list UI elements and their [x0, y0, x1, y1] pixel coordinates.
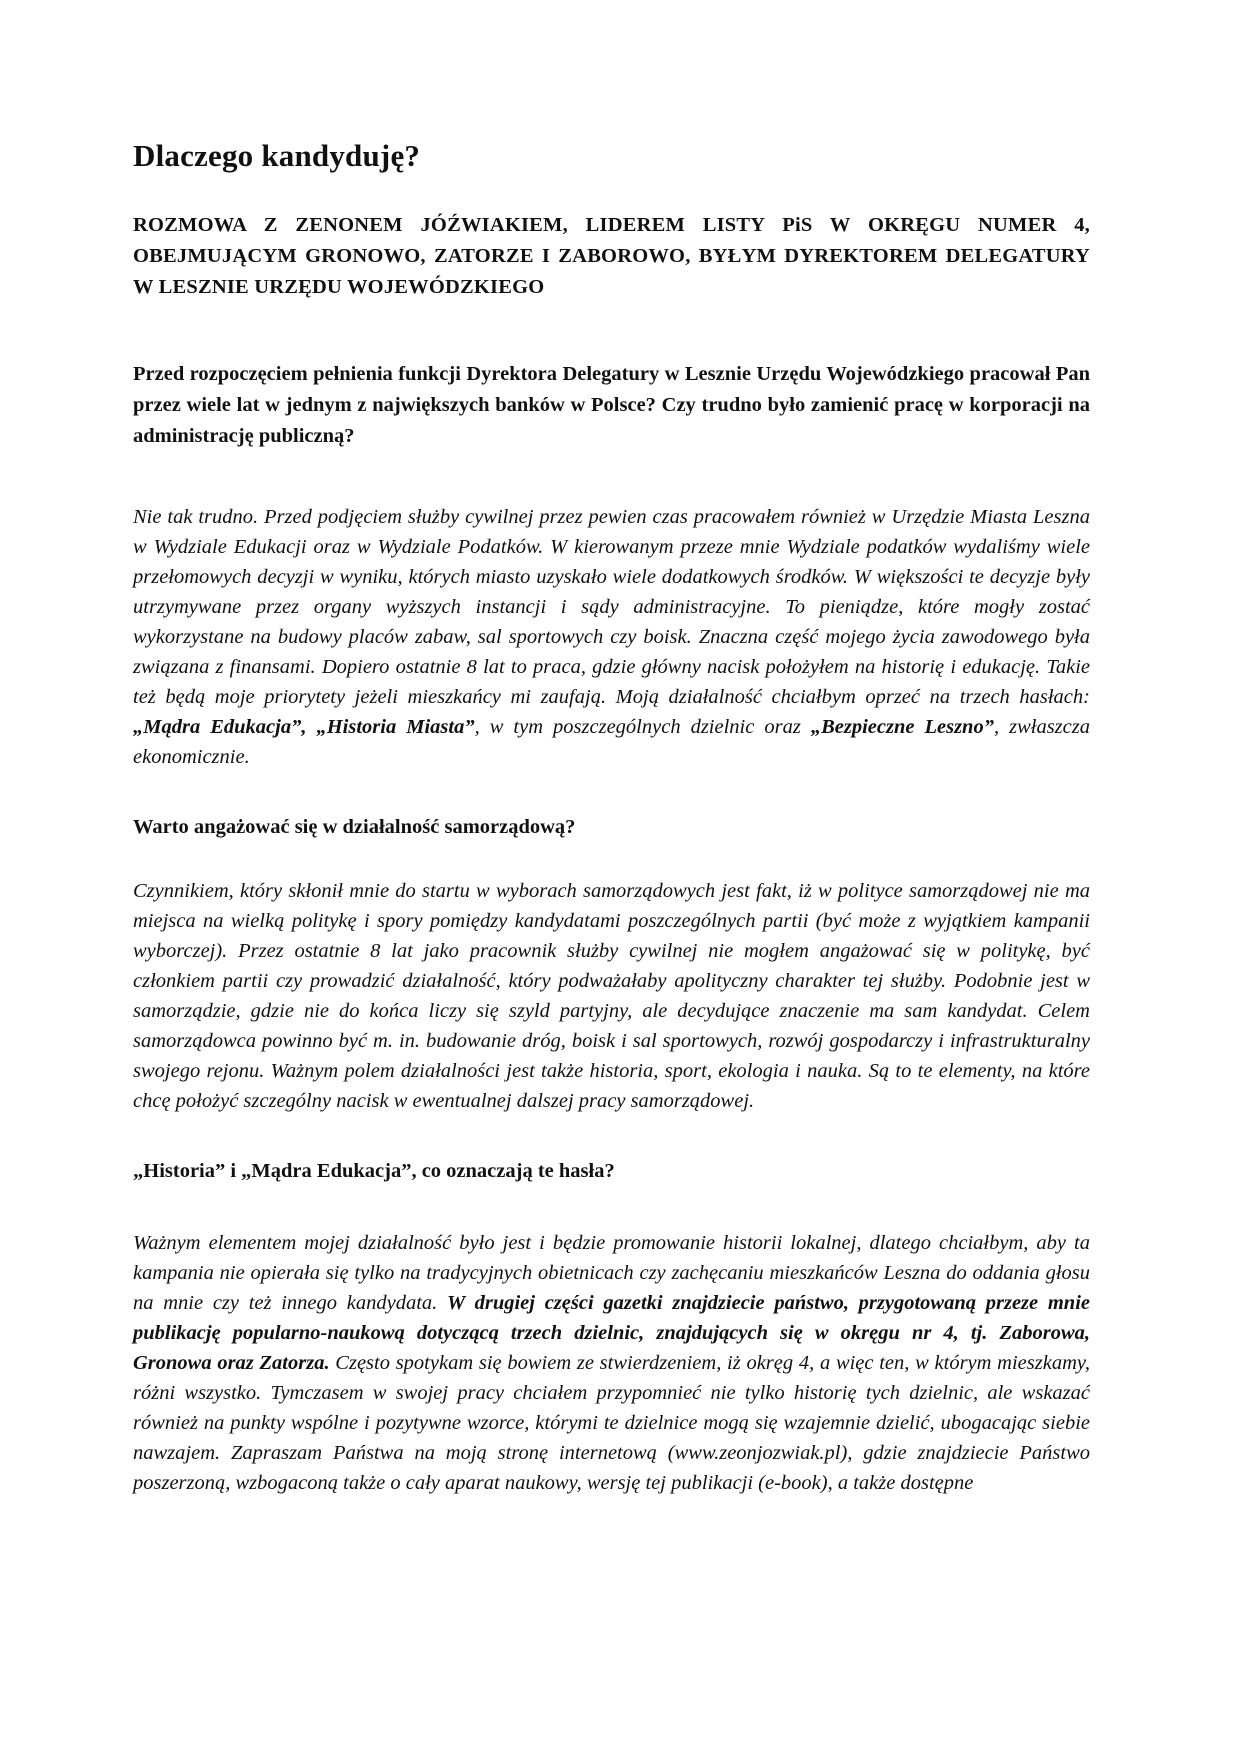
answer-3-text-2: Często spotykam się bowiem ze stwierdzeniem, iż okręg 4, a więc ten, w którym mieszkamy, różni wszystko. Tymczasem w swojej pracy chciałem przypomnieć nie tylko historię tych dzielnic, ale wskazać również na punkty wspólne i pozytywne wzorce, którymi te dzielnice mogą się wzajemnie dzielić, ubogacając siebie nawzajem. Zapraszam Państwa na moją stronę internetową (www.zeonjozwiak.pl), gdzie znajdziecie Państwo poszerzoną, wzbogaconą także o cały aparat naukowy, wersję tej publikacji (e-book), a także dostępne	[133, 1352, 1090, 1494]
lead-paragraph: ROZMOWA Z ZENONEM JÓŹWIAKIEM, LIDEREM LISTY PiS W OKRĘGU NUMER 4, OBEJMUJĄCYM GRONOWO, ZATORZE I ZABOROWO, BYŁYM DYREKTOREM DELEGATURY W LESZNIE URZĘDU WOJEWÓDZKIEGO	[133, 214, 1090, 298]
answer-1-text-1: Nie tak trudno. Przed podjęciem służby cywilnej przez pewien czas pracowałem również w Urzędzie Miasta Leszna w Wydziale Edukacji oraz w Wydziale Podatków. W kierowanym przeze mnie Wydziale podatków wydaliśmy wiele przełomowych decyzji w wyniku, których miasto uzyskało wiele dodatkowych środków. W większości te decyzje były utrzymywane przez organy wyższych instancji i sądy administracyjne. To pieniądze, które mogły zostać wykorzystane na budowy placów zabaw, sal sportowych czy boisk. Znaczna część mojego życia zawodowego była związana z finansami. Dopiero ostatnie 8 lat to praca, gdzie główny nacisk położyłem na historię i edukację. Takie też będą moje priorytety jeżeli mieszkańcy mi zaufają. Moją działalność chciałbym oprzeć na trzech hasłach:	[133, 506, 1090, 708]
interview-question-3: „Historia” i „Mądra Edukacja”, co oznaczają te hasła?	[133, 1160, 615, 1182]
interview-question-2: Warto angażować się w działalność samorządową?	[133, 816, 576, 838]
interview-question-1: Przed rozpoczęciem pełnienia funkcji Dyrektora Delegatury w Lesznie Urzędu Wojewódzkiego pracował Pan przez wiele lat w jednym z największych banków w Polsce? Czy trudno było zamienić pracę w korporacji na administrację publiczną?	[133, 363, 1090, 447]
answer-paragraph-2: Czynnikiem, który skłonił mnie do startu w wyborach samorządowych jest fakt, iż w polityce samorządowej nie ma miejsca na wielką politykę i spory pomiędzy kandydatami poszczególnych partii (być może z wyjątkiem kampanii wyborczej). Przez ostatnie 8 lat jako pracownik służby cywilnej nie mogłem angażować się w politykę, być członkiem partii czy prowadzić działalność, który podważałaby apolityczny charakter tej służby. Podobnie jest w samorządzie, gdzie nie do końca liczy się szyld partyjny, ale decydujące znaczenie ma sam kandydat. Celem samorządowca powinno być m. in. budowanie dróg, boisk i sal sportowych, rozwój gospodarczy i infrastrukturalny swojego rejonu. Ważnym polem działalności jest także historia, sport, ekologia i nauka. Są to te elementy, na które chcę położyć szczególny nacisk w ewentualnej dalszej pracy samorządowej.	[133, 880, 1090, 1112]
answer-3-text-1: Ważnym elementem mojej działalność było jest i będzie promowanie historii lokalnej, dlatego chciałbym, aby ta kampania nie opierała się tylko na tradycyjnych obietnicach czy zachęcaniu mieszkańców Leszna do oddania głosu na mnie czy też innego kandydata.	[133, 1232, 1090, 1314]
answer-1-text-3: , zwłaszcza ekonomicznie.	[133, 716, 1090, 768]
answer-1-slogan-1: „Mądra Edukacja”, „Historia Miasta”	[133, 716, 475, 738]
answer-1-text-2: , w tym poszczególnych dzielnic oraz	[474, 716, 811, 738]
article-title: Dlaczego kandyduję?	[133, 138, 421, 173]
answer-3-publication-note: W drugiej części gazetki znajdziecie państwo, przygotowaną przeze mnie publikację popularno-naukową dotyczącą trzech dzielnic, znajdujących się w okręgu nr 4, tj. Zaborowa, Gronowa oraz Zatorza.	[133, 1292, 1090, 1374]
answer-paragraph-1	[133, 502, 1090, 772]
answer-1-slogan-2: „Bezpieczne Leszno”	[810, 716, 994, 738]
answer-paragraph-3	[133, 1228, 1090, 1498]
